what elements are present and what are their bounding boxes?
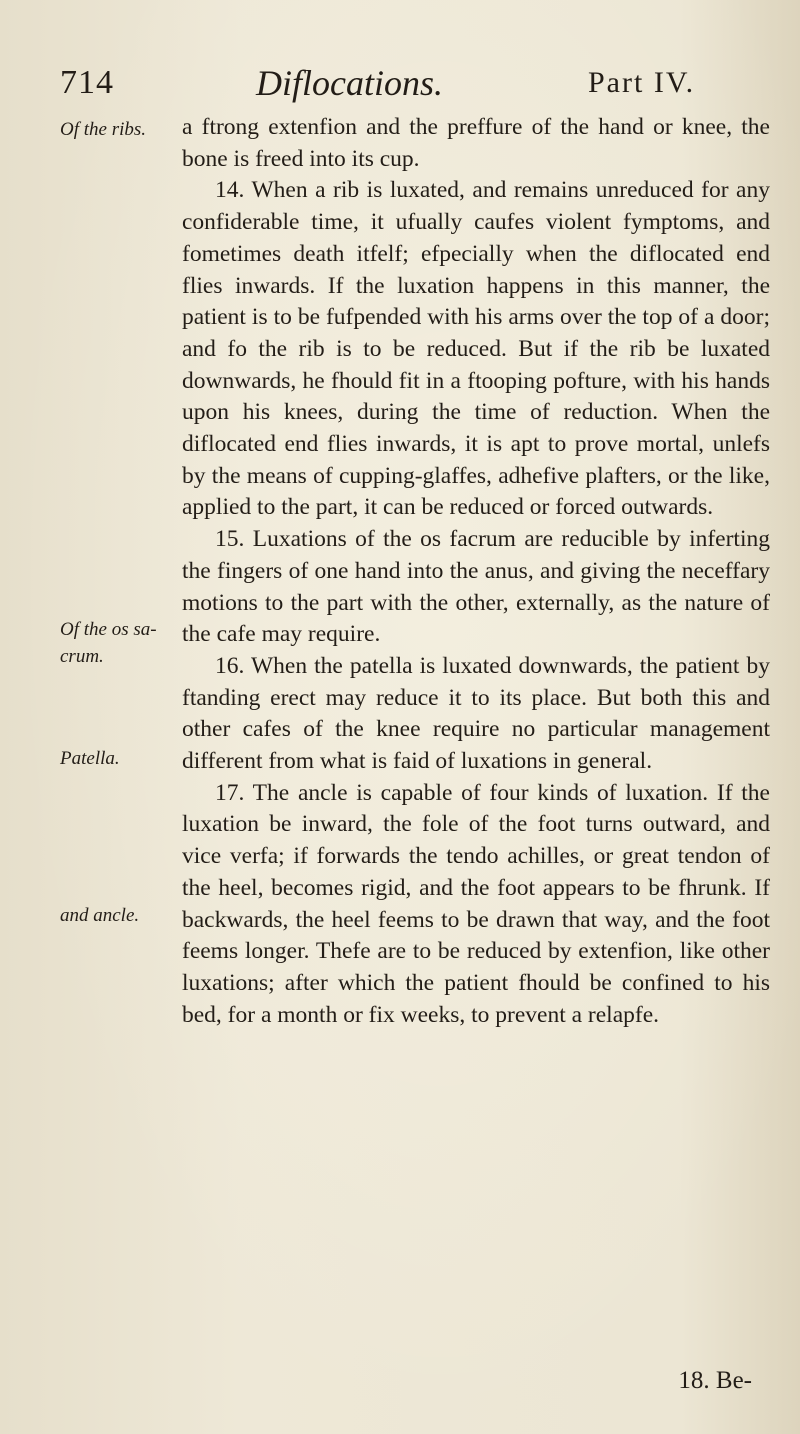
catchword: 18. Be- <box>678 1367 752 1394</box>
margin-note-ancle: and ancle. <box>60 905 140 926</box>
page-header <box>0 62 800 112</box>
paragraph-17: 17. The ancle is capable of four kinds of luxation. If the luxation be inward, the fole of the foot turns outward, and vice verfa; if forwards the tendo achilles, or great tendon of the heel, becomes rigid, and the foot appears to be fhrunk. If backwards, the heel feems to be drawn that way, and the foot feems longer. Thefe are to be reduced by extenfion, like other luxations; after which the patient fhould be confined to his bed, for a month or fix weeks, to prevent a relapfe. <box>182 779 770 1028</box>
body-text <box>182 112 770 1031</box>
part-label: Part IV. <box>588 66 696 99</box>
margin-note-ribs: Of the ribs. <box>60 119 147 140</box>
paragraph-15: 15. Luxations of the os facrum are reducible by inferting the fingers of one hand into the anus, and giving the neceffary motions to the part with the other, externally, as the nature of the cafe may require. <box>182 526 770 648</box>
paragraph-continuation: a ftrong extenfion and the preffure of the hand or knee, the bone is freed into its cup. <box>182 114 770 172</box>
page-number: 714 <box>60 64 114 101</box>
margin-note-os-sacrum: Of the os sa-crum. <box>60 619 157 667</box>
running-title: Diflocations. <box>256 63 443 103</box>
paragraph-14: 14. When a rib is luxated, and remains unreduced for any confiderable time, it ufually caufes violent fymptoms, and fometimes death itfelf; efpecially when the diflocated end flies inwards. If the luxation happens in this manner, the patient is to be fufpended with his arms over the top of a door; and fo the rib is to be reduced. But if the rib be luxated downwards, he fhould fit in a ftooping pofture, with his hands upon his knees, during the time of reduction. When the diflocated end flies inwards, it is apt to prove mortal, unlefs by the means of cupping-glaffes, adhefive plafters, or the like, applied to the part, it can be reduced or forced outwards. <box>182 177 770 521</box>
paragraph-16: 16. When the patella is luxated downwards, the patient by ftanding erect may reduce it to its place. But both this and other cafes of the knee require no particular management different from what is faid of luxations in general. <box>182 652 770 775</box>
margin-note-patella: Patella. <box>60 748 120 769</box>
